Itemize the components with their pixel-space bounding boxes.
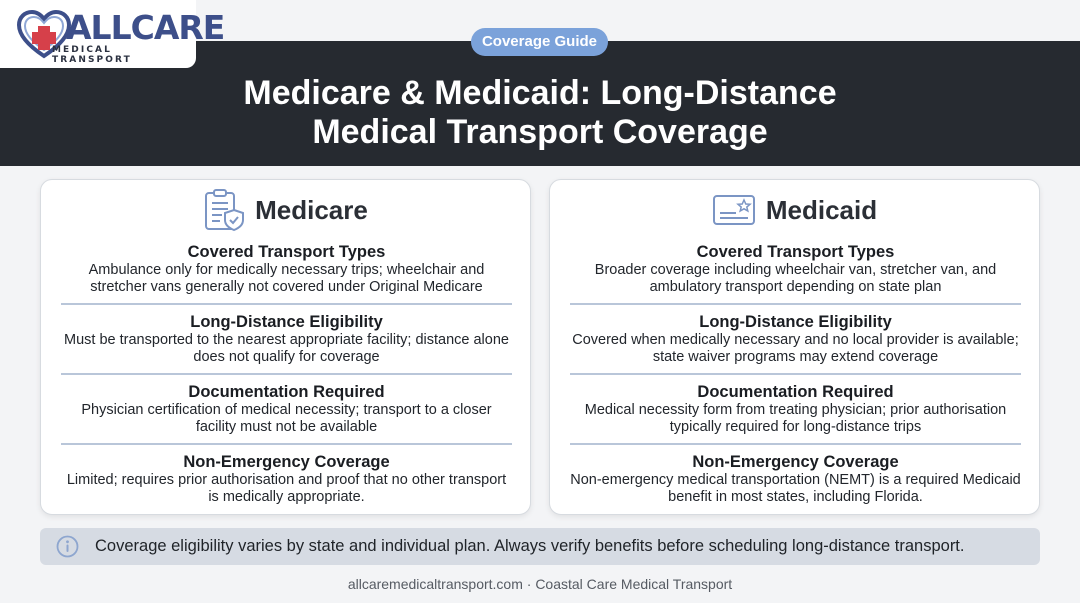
logo[interactable] — [0, 0, 225, 68]
medicaid-card — [549, 179, 1040, 515]
section-text: Ambulance only for medically necessary trips; wheelchair and stretcher vans generally not covered under Original Medicare — [88, 262, 485, 295]
info-icon — [56, 535, 79, 558]
clipboard-shield-icon — [203, 188, 245, 232]
section-heading: Covered Transport Types — [187, 243, 386, 261]
medicaid-section-covered-types — [570, 243, 1021, 296]
logo-wordmark: ALLCARE — [66, 8, 225, 47]
medicare-card-header — [41, 188, 530, 232]
medicare-section-covered-types — [61, 243, 512, 296]
medicaid-section-long-distance — [570, 313, 1021, 366]
page-title-line-1: Medicare & Medicaid: Long-Distance — [243, 74, 837, 112]
medicare-section-long-distance — [61, 313, 512, 366]
medicare-section-documentation — [61, 383, 512, 436]
section-heading: Non-Emergency Coverage — [692, 453, 899, 471]
section-heading: Long-Distance Eligibility — [190, 313, 383, 331]
eligibility-note-text: Coverage eligibility varies by state and individual plan. Always verify benefits before scheduling long-distance transport. — [95, 537, 965, 555]
medicaid-card-title: Medicaid — [765, 194, 878, 225]
divider — [570, 443, 1021, 445]
divider — [570, 303, 1021, 305]
section-heading: Non-Emergency Coverage — [183, 453, 390, 471]
divider — [61, 443, 512, 445]
medicaid-section-documentation — [570, 383, 1021, 436]
section-text: Must be transported to the nearest appropriate facility; distance alone does not qualify for coverage — [64, 332, 509, 365]
section-text: Non-emergency medical transportation (NEMT) is a required Medicaid benefit in most states, including Florida. — [570, 472, 1021, 505]
medicare-card — [40, 179, 531, 515]
coverage-guide-badge: Coverage Guide — [471, 28, 608, 56]
divider — [570, 373, 1021, 375]
eligibility-note — [40, 528, 1040, 565]
id-card-star-icon — [712, 193, 756, 227]
section-text: Limited; requires prior authorisation and proof that no other transport is medically appropriate. — [66, 472, 507, 505]
section-text: Covered when medically necessary and no local provider is available; state waiver programs may extend coverage — [572, 332, 1019, 365]
section-text: Broader coverage including wheelchair van, stretcher van, and ambulatory transport depending on state plan — [594, 262, 997, 295]
page-title — [140, 74, 940, 152]
medicaid-section-non-emergency — [570, 453, 1021, 506]
divider — [61, 303, 512, 305]
section-text: Medical necessity form from treating physician; prior authorisation typically required for long-distance trips — [584, 402, 1007, 435]
logo-subtitle: MEDICAL TRANSPORT — [52, 45, 132, 65]
medicare-section-non-emergency — [61, 453, 512, 506]
section-heading: Documentation Required — [188, 383, 385, 401]
section-text: Physician certification of medical necessity; transport to a closer facility must not be available — [81, 402, 492, 435]
divider — [61, 373, 512, 375]
medicare-card-title: Medicare — [255, 194, 368, 225]
section-heading: Documentation Required — [697, 383, 894, 401]
medicaid-card-header — [550, 188, 1039, 232]
footer-text[interactable]: allcaremedicaltransport.com · Coastal Care Medical Transport — [347, 576, 733, 592]
page-title-line-2: Medical Transport Coverage — [312, 113, 768, 151]
section-heading: Long-Distance Eligibility — [699, 313, 892, 331]
section-heading: Covered Transport Types — [696, 243, 895, 261]
